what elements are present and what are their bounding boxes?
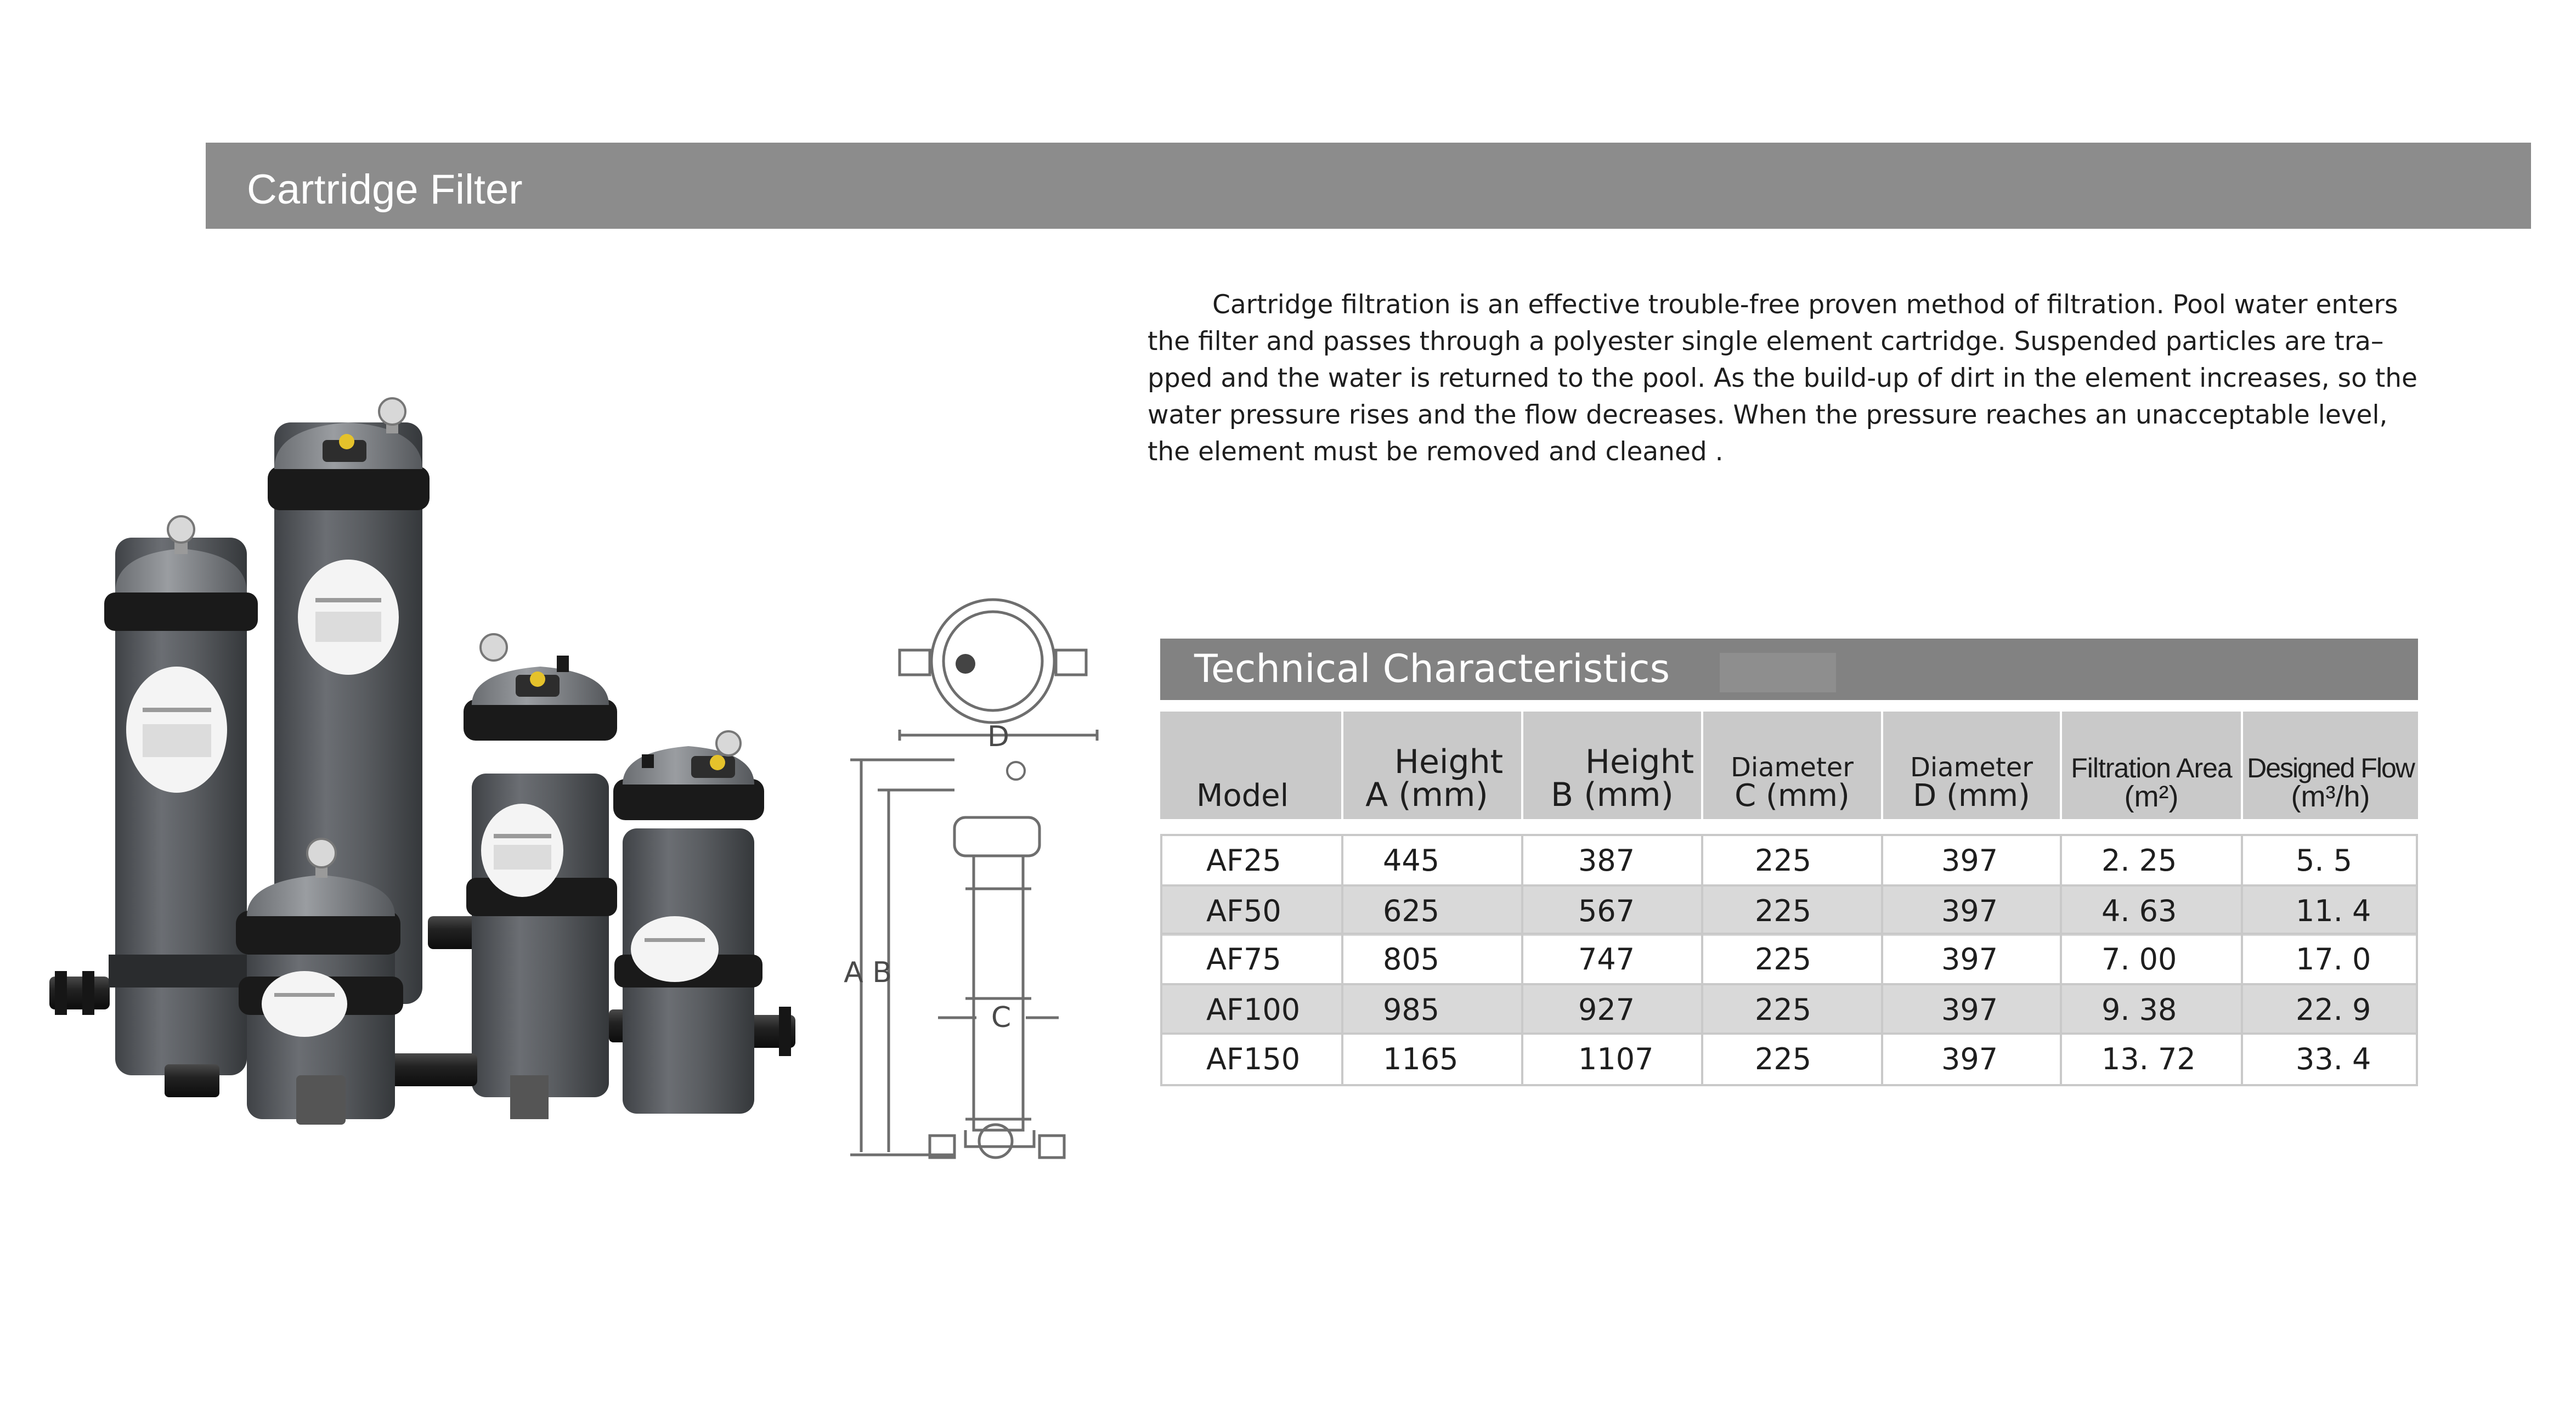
column-divider: [1881, 836, 1883, 1084]
column-header: Height A (mm): [1341, 712, 1521, 819]
row-divider: [1162, 983, 2416, 985]
table-row: AF25 445 387 225 397 2. 25 5. 5: [1206, 843, 2353, 878]
dimension-label-c: C: [991, 1001, 1012, 1034]
filter-unit: [609, 731, 795, 1114]
gauge-icon: [1007, 762, 1025, 780]
column-divider: [1521, 836, 1523, 1084]
dimension-label-ab: A B: [844, 956, 892, 989]
tech-header: [1160, 639, 2418, 700]
column-header: Diameter D (mm): [1881, 712, 2060, 819]
description-line: the element must be removed and cleaned .: [1148, 437, 1724, 467]
table-row: AF150 1165 1107 225 397 13. 72 33. 4: [1206, 1042, 2371, 1076]
row-divider: [1162, 884, 2416, 887]
column-header: Designed Flow (m³/h): [2241, 712, 2418, 819]
column-divider: [2060, 836, 2062, 1084]
title-banner: [206, 143, 2531, 229]
product-photo: [38, 395, 806, 1163]
page-title: Cartridge Filter: [247, 166, 523, 213]
row-divider: [1162, 1032, 2416, 1035]
table-row: AF100 985 927 225 397 9. 38 22. 9: [1162, 985, 2416, 1035]
column-divider: [1701, 836, 1703, 1084]
tech-title: Technical Characteristics: [1194, 646, 1670, 691]
description-line: Cartridge filtration is an effective trouble-free proven method of filtration. Pool water enters: [1212, 290, 2398, 320]
column-header: Height B (mm): [1521, 712, 1701, 819]
column-divider: [1341, 836, 1343, 1084]
column-header: Model: [1160, 712, 1341, 819]
description-paragraph: [1148, 286, 2464, 470]
row-divider: [1162, 933, 2416, 935]
header-swatch: [1720, 653, 1836, 692]
filter-unit: [428, 634, 617, 1119]
dimension-label-d: D: [987, 720, 1010, 753]
column-header: Diameter C (mm): [1701, 712, 1881, 819]
column-header: Filtration Area (m²): [2060, 712, 2241, 819]
valve-icon: [956, 654, 975, 674]
table-header-row: [1160, 712, 2418, 821]
spec-table: [1160, 834, 2418, 1086]
table-row: AF75 805 747 225 397 7. 00 17. 0: [1206, 942, 2371, 977]
description-line: pped and the water is returned to the pool. As the build-up of dirt in the element increases, so the: [1148, 363, 2417, 393]
table-row: AF50 625 567 225 397 4. 63 11. 4: [1162, 887, 2416, 936]
dimension-diagram: [817, 582, 1179, 1180]
column-divider: [2241, 836, 2243, 1084]
filter-unit: [49, 516, 258, 1075]
description-line: water pressure rises and the flow decreases. When the pressure reaches an unacceptable level,: [1148, 400, 2388, 430]
description-line: the filter and passes through a polyester single element cartridge. Suspended particles are tra–: [1148, 326, 2384, 357]
